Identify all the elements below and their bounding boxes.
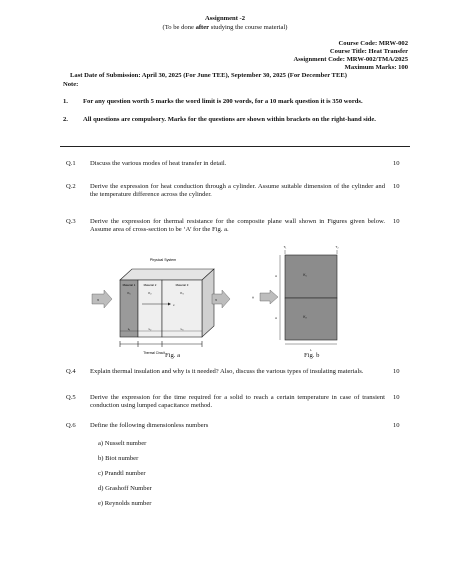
- svg-text:L₁: L₁: [127, 327, 131, 331]
- question-marks: 10: [393, 160, 400, 167]
- question-text: Discuss the various modes of heat transfer in detail.: [90, 160, 227, 167]
- question-marks: 10: [393, 394, 400, 401]
- thermal-circuit-label: Thermal Circuit: [143, 351, 165, 355]
- question-number: Q.1: [66, 160, 76, 167]
- svg-text:K₂: K₂: [303, 315, 307, 319]
- question-number: Q.4: [66, 368, 76, 375]
- svg-text:T₁: T₁: [283, 245, 287, 249]
- svg-text:A: A: [275, 316, 277, 320]
- svg-text:K₁: K₁: [127, 291, 131, 295]
- svg-text:L₂: L₂: [148, 327, 152, 331]
- question-text: Derive the expression for heat conduction through a cylinder. Assume suitable dimension of the cylinder and the temperature difference across the cylinder.: [90, 183, 385, 198]
- question-marks: 10: [393, 422, 400, 429]
- svg-text:Material 2: Material 2: [143, 283, 157, 287]
- question-text: Derive the expression for thermal resistance for the composite plane wall shown in Figures given below. Assume area of cross-section to be ‘A’ for the Fig. a.: [90, 218, 385, 233]
- svg-text:A: A: [252, 295, 255, 300]
- physical-system-label: Physical System: [149, 258, 177, 262]
- figure-b-composite-wall: [250, 240, 370, 355]
- note-label: Note:: [63, 81, 79, 88]
- assignment-subtitle: (To be done after studying the course material): [162, 24, 288, 31]
- note-text: All questions are compulsory. Marks for the questions are shown within brackets on the right-hand side.: [83, 116, 376, 123]
- question-number: Q.3: [66, 218, 76, 225]
- question-number: Q.2: [66, 183, 76, 190]
- question-text: Define the following dimensionless numbers: [90, 422, 209, 429]
- svg-text:L₃: L₃: [180, 327, 184, 331]
- svg-text:K₃: K₃: [180, 291, 184, 295]
- assignment-code: Assignment Code: MRW-002/TMA/2025: [293, 56, 408, 63]
- svg-text:T₂: T₂: [335, 245, 339, 249]
- svg-text:Material 1: Material 1: [122, 283, 136, 287]
- svg-text:K₂: K₂: [148, 291, 152, 295]
- heat-in-arrow: [92, 290, 112, 308]
- note-number: 2.: [63, 116, 68, 123]
- assignment-title: Assignment -2: [204, 15, 246, 22]
- svg-text:q: q: [215, 297, 217, 302]
- note-number: 1.: [63, 98, 68, 105]
- question-number: Q.6: [66, 422, 76, 429]
- list-item: b) Biot number: [98, 455, 139, 462]
- list-item: a) Nusselt number: [98, 440, 147, 447]
- question-marks: 10: [393, 183, 400, 190]
- figure-b-caption: Fig. b: [304, 352, 320, 359]
- svg-text:A: A: [275, 274, 277, 278]
- svg-text:q: q: [97, 297, 99, 302]
- figure-a-caption: Fig. a: [165, 352, 181, 359]
- note-text: For any question worth 5 marks the word limit is 200 words, for a 10 mark question it is 350 words.: [83, 98, 363, 105]
- question-text: Explain thermal insulation and why is it needed? Also, discuss the various types of insulating materials.: [90, 368, 364, 375]
- question-marks: 10: [393, 368, 400, 375]
- svg-text:L: L: [310, 348, 312, 352]
- question-text: Derive the expression for the time required for a solid to reach a certain temperature in case of transient conduction using lumped capacitance method.: [90, 394, 385, 409]
- list-item: d) Grashoff Number: [98, 485, 152, 492]
- list-item: c) Prandtl number: [98, 470, 146, 477]
- course-info: [293, 40, 408, 72]
- question-marks: 10: [393, 218, 400, 225]
- svg-text:Material 3: Material 3: [175, 283, 189, 287]
- wall-k1-block: [285, 255, 337, 298]
- heat-in-arrow: [260, 290, 278, 304]
- submission-date: Last Date of Submission: April 30, 2025 (For June TEE), September 30, 2025 (For December TEE): [70, 72, 347, 79]
- divider: [60, 146, 410, 147]
- course-title: Course Title: Heat Transfer: [329, 48, 408, 55]
- wall-k2-block: [285, 298, 337, 340]
- list-item: e) Reynolds number: [98, 500, 152, 507]
- course-code: Course Code: MRW-002: [338, 40, 408, 47]
- question-number: Q.5: [66, 394, 76, 401]
- maximum-marks: Maximum Marks: 100: [344, 64, 408, 71]
- svg-text:x: x: [173, 303, 175, 307]
- figure-a-composite-wall: [88, 252, 238, 362]
- svg-text:K₁: K₁: [303, 273, 307, 277]
